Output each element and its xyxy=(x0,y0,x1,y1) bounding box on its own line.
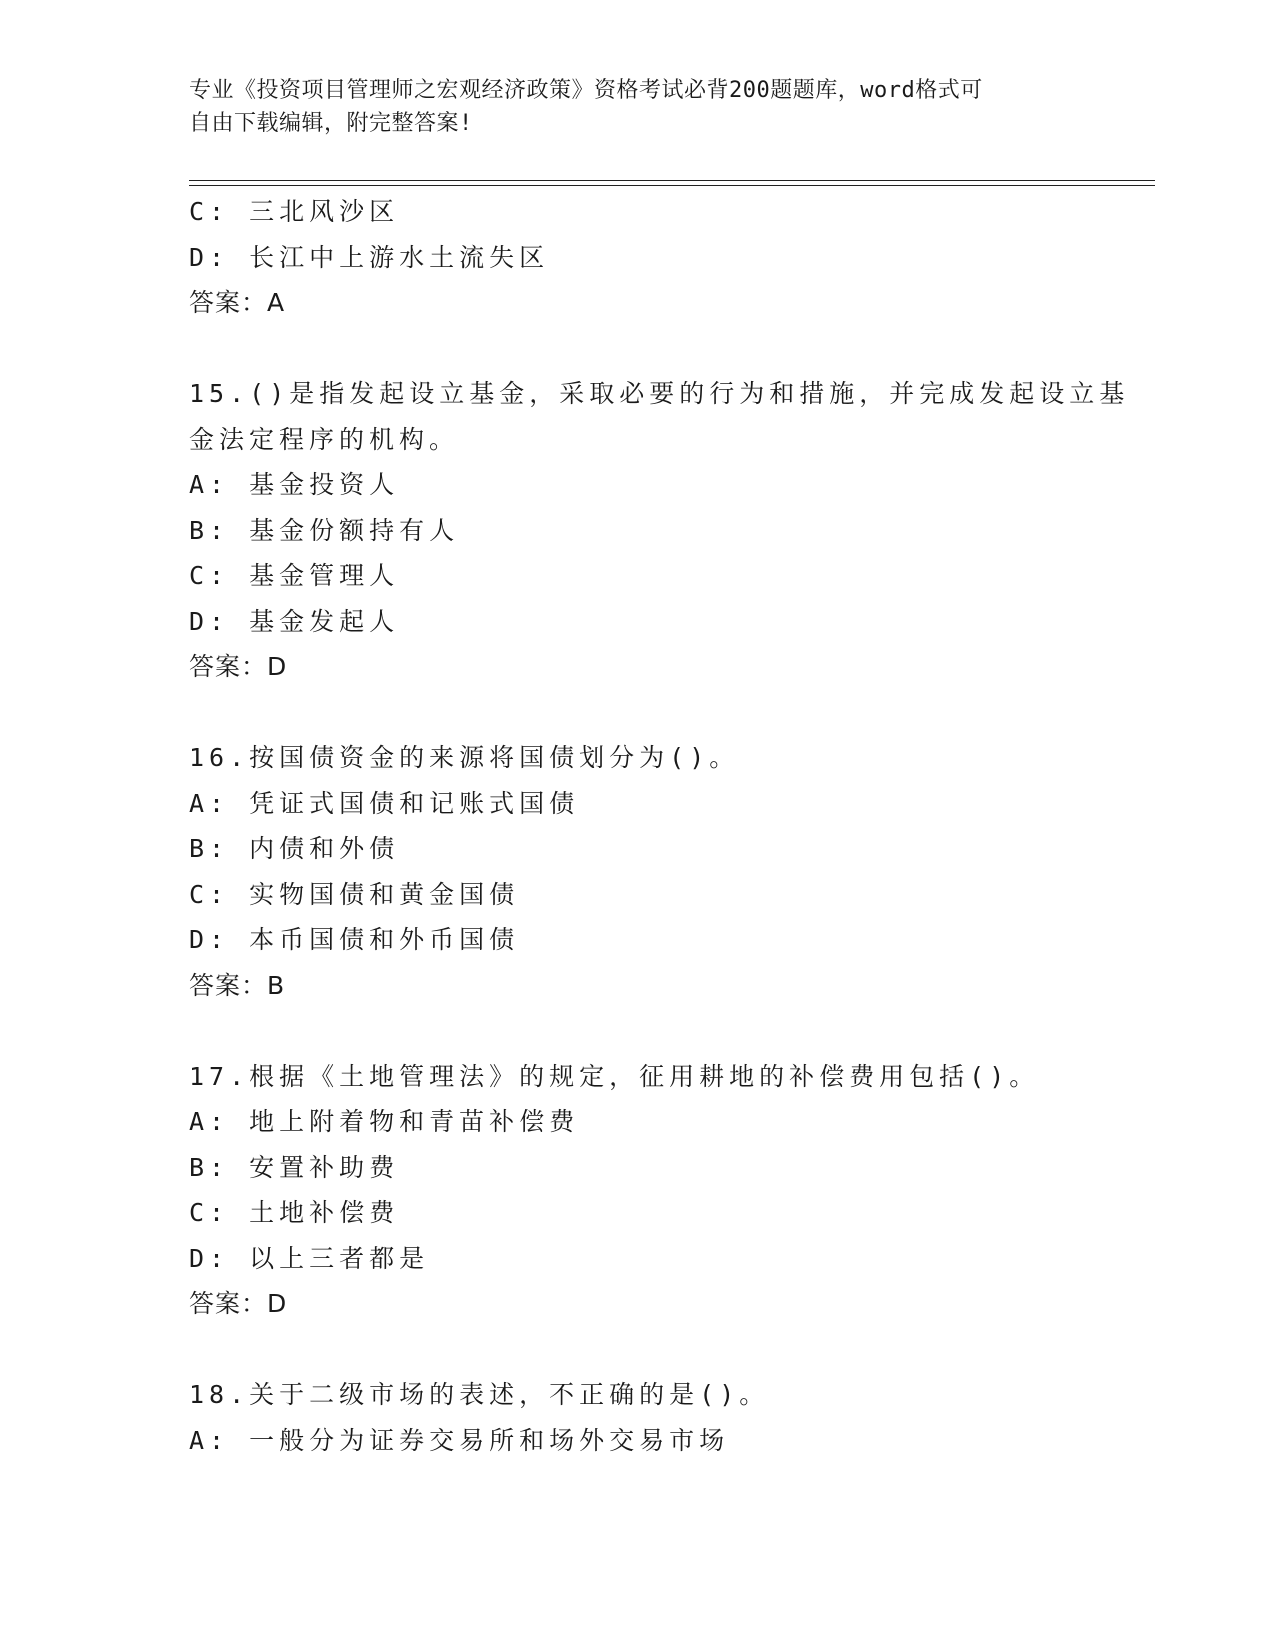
paragraph-gap xyxy=(189,690,1109,736)
answer-line: 答案：D xyxy=(189,652,288,681)
header-rule-top xyxy=(189,180,1155,181)
document-header xyxy=(189,74,1069,140)
question-text: 16.按国债资金的来源将国债划分为()。 xyxy=(189,743,740,772)
option-line: B: 安置补助费 xyxy=(189,1152,400,1182)
option-line: A: 凭证式国债和记账式国债 xyxy=(189,788,580,818)
paragraph-gap xyxy=(189,326,1109,372)
option-line: D: 以上三者都是 xyxy=(189,1243,430,1273)
option-line: A: 基金投资人 xyxy=(189,470,400,499)
option-line: C: 土地补偿费 xyxy=(189,1198,400,1227)
header-line-2: 自由下载编辑，附完整答案! xyxy=(189,111,473,136)
paragraph-gap xyxy=(189,1008,1109,1054)
question-text: 18.关于二级市场的表述，不正确的是()。 xyxy=(189,1380,770,1409)
option-line: A: 一般分为证券交易所和场外交易市场 xyxy=(189,1425,730,1455)
answer-line: 答案：B xyxy=(189,970,286,1000)
option-line: A: 地上附着物和青苗补偿费 xyxy=(189,1107,580,1136)
option-line: C: 实物国债和黄金国债 xyxy=(189,879,520,909)
header-rule-bottom xyxy=(189,185,1155,186)
paragraph-gap xyxy=(189,1327,1109,1373)
option-line: D: 本币国债和外币国债 xyxy=(189,925,520,954)
option-line: D: 长江中上游水土流失区 xyxy=(189,242,550,272)
question-list xyxy=(189,189,1130,1463)
option-line: C: 基金管理人 xyxy=(189,561,400,590)
header-line-1: 专业《投资项目管理师之宏观经济政策》资格考试必背200题题库，word格式可 xyxy=(189,78,983,103)
option-line: B: 基金份额持有人 xyxy=(189,515,460,545)
option-line: B: 内债和外债 xyxy=(189,834,400,863)
answer-line: 答案：D xyxy=(189,1289,288,1318)
answer-line: 答案：A xyxy=(189,288,286,317)
question-text: 15.()是指发起设立基金，采取必要的行为和措施，并完成发起设立基 xyxy=(189,379,1130,408)
question-text: 17.根据《土地管理法》的规定，征用耕地的补偿费用包括()。 xyxy=(189,1061,1040,1091)
option-line: D: 基金发起人 xyxy=(189,606,400,636)
option-line: C: 三北风沙区 xyxy=(189,197,400,226)
question-text: 金法定程序的机构。 xyxy=(189,424,460,454)
